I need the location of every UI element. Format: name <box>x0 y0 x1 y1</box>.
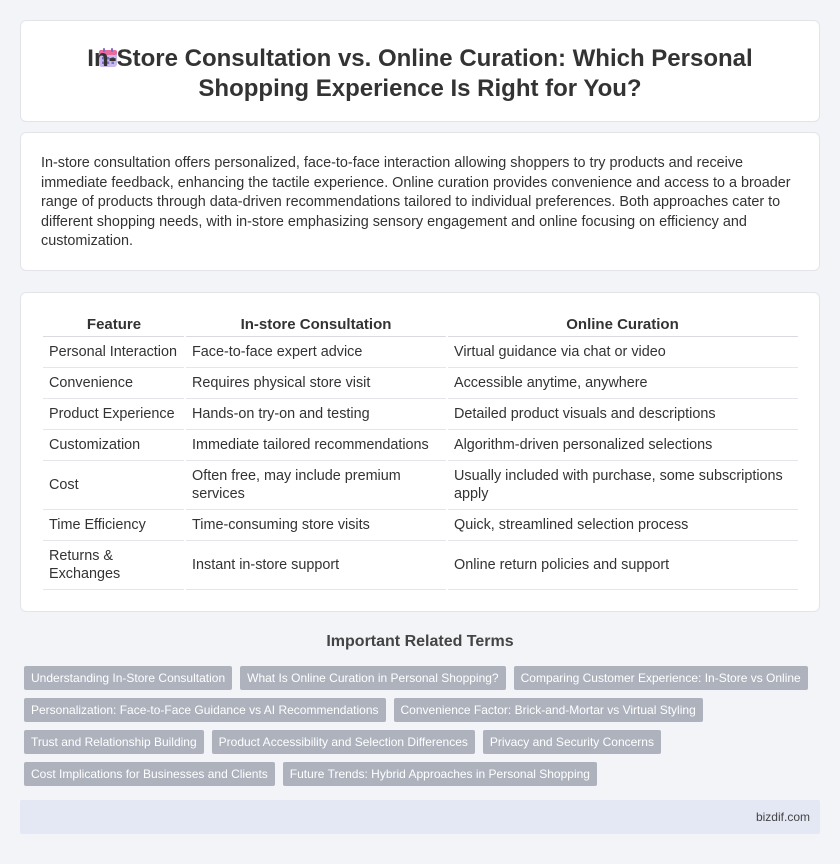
title-card <box>20 20 820 122</box>
table-cell-in-store: Time-consuming store visits <box>185 509 447 540</box>
related-term-tag[interactable]: Privacy and Security Concerns <box>483 730 661 754</box>
tag-row <box>24 698 824 722</box>
table-cell-feature: Product Experience <box>43 398 185 429</box>
related-term-tag[interactable]: Convenience Factor: Brick-and-Mortar vs Virtual Styling <box>394 698 703 722</box>
table-cell-in-store: Requires physical store visit <box>185 367 447 398</box>
tag-row <box>24 666 824 690</box>
table-cell-in-store: Often free, may include premium services <box>185 460 447 509</box>
comparison-table <box>43 316 798 590</box>
related-term-tag[interactable]: What Is Online Curation in Personal Shopping? <box>240 666 505 690</box>
tag-row <box>24 762 824 786</box>
related-term-tag[interactable]: Cost Implications for Businesses and Clients <box>24 762 275 786</box>
table-cell-online: Detailed product visuals and descriptions <box>447 398 798 429</box>
table-cell-feature: Cost <box>43 460 185 509</box>
table-cell-in-store: Immediate tailored recommendations <box>185 429 447 460</box>
header-online: Online Curation <box>447 316 798 336</box>
footer <box>20 800 820 834</box>
related-term-tag[interactable]: Personalization: Face-to-Face Guidance vs AI Recommendations <box>24 698 386 722</box>
table-row <box>43 460 798 509</box>
table-row <box>43 429 798 460</box>
intro-paragraph: In-store consultation offers personalized, face-to-face interaction allowing shoppers to try products and receive immediate feedback, enhancing the tactile experience. Online curation provides convenience and access to a broader range of products through data-driven recommendations tailored to individual preferences. Both approaches cater to different shopping needs, with in-store emphasizing sensory engagement and online focusing on efficiency and customization. <box>41 155 791 250</box>
related-term-tag[interactable]: Comparing Customer Experience: In-Store vs Online <box>514 666 808 690</box>
header-in-store: In-store Consultation <box>185 316 447 336</box>
table-cell-in-store: Instant in-store support <box>185 540 447 589</box>
table-row <box>43 540 798 589</box>
table-cell-online: Algorithm-driven personalized selections <box>447 429 798 460</box>
table-cell-feature: Personal Interaction <box>43 336 185 367</box>
table-cell-feature: Convenience <box>43 367 185 398</box>
table-cell-online: Virtual guidance via chat or video <box>447 336 798 367</box>
related-terms-list <box>24 666 824 794</box>
table-cell-in-store: Hands-on try-on and testing <box>185 398 447 429</box>
table-cell-online: Usually included with purchase, some subscriptions apply <box>447 460 798 509</box>
related-term-tag[interactable]: Trust and Relationship Building <box>24 730 204 754</box>
related-term-tag[interactable]: Understanding In-Store Consultation <box>24 666 232 690</box>
table-cell-online: Online return policies and support <box>447 540 798 589</box>
table-cell-feature: Time Efficiency <box>43 509 185 540</box>
intro-card <box>20 132 820 271</box>
related-term-tag[interactable]: Product Accessibility and Selection Differences <box>212 730 475 754</box>
tag-row <box>24 730 824 754</box>
table-cell-online: Quick, streamlined selection process <box>447 509 798 540</box>
page-title <box>21 44 819 104</box>
related-terms-heading: Important Related Terms <box>326 633 514 650</box>
table-cell-feature: Returns & Exchanges <box>43 540 185 589</box>
table-cell-in-store: Face-to-face expert advice <box>185 336 447 367</box>
header-feature: Feature <box>43 316 185 336</box>
table-cell-feature: Customization <box>43 429 185 460</box>
table-row <box>43 509 798 540</box>
page-title-line-1: In-Store Consultation vs. Online Curation: Which Personal <box>87 45 753 72</box>
table-cell-online: Accessible anytime, anywhere <box>447 367 798 398</box>
footer-site-link[interactable]: bizdif.com <box>755 810 810 824</box>
related-term-tag[interactable]: Future Trends: Hybrid Approaches in Personal Shopping <box>283 762 597 786</box>
table-row <box>43 367 798 398</box>
table-row <box>43 398 798 429</box>
table-row <box>43 336 798 367</box>
comparison-table-card <box>20 292 820 612</box>
page-title-line-2: Shopping Experience Is Right for You? <box>198 75 642 102</box>
table-header-row <box>43 316 798 336</box>
